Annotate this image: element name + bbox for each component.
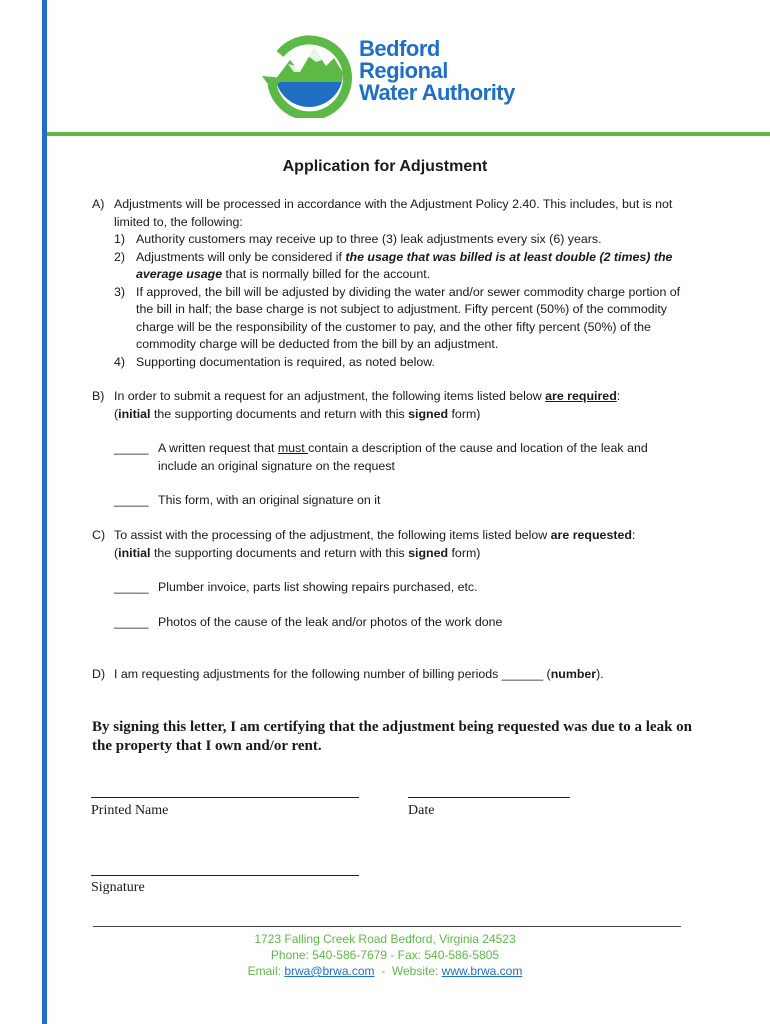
section-b-initial: initial	[118, 406, 151, 421]
footer-website-link[interactable]: www.brwa.com	[441, 964, 523, 978]
printed-name-line[interactable]	[91, 797, 359, 798]
section-b-line2-text: the supporting documents and return with this	[150, 406, 409, 421]
section-c-paren-close: form)	[448, 545, 481, 560]
initial-blank[interactable]: _____	[114, 441, 149, 455]
footer-email-label: Email:	[247, 964, 285, 978]
section-b-paren-open: (	[114, 406, 119, 421]
section-b-paren-close: form)	[448, 406, 481, 421]
date-line[interactable]	[408, 797, 570, 798]
initial-blank[interactable]: _____	[114, 580, 149, 594]
printed-name-label: Printed Name	[91, 803, 169, 818]
date-label: Date	[408, 803, 435, 818]
billing-periods-number: number	[550, 667, 597, 681]
a-item-2-post: that is normally billed for the account.	[222, 267, 431, 281]
section-b-line1-end: :	[616, 389, 621, 403]
section-c-check-1	[92, 579, 684, 597]
section-c-paren-open: (	[114, 545, 119, 560]
initial-blank[interactable]: _____	[114, 493, 149, 507]
a-item-3-marker: 3)	[114, 284, 126, 299]
a-item-1-marker: 1)	[114, 232, 126, 246]
b-check-1-pre: A written request that	[158, 441, 278, 455]
footer-website-label: - Website:	[374, 964, 442, 978]
b-check-1-post: contain a description of the cause and location of the leak and include an original signature on the request	[158, 441, 648, 473]
logo-line-1: Bedford	[359, 36, 440, 61]
b-check-1-must: must	[277, 441, 309, 455]
section-b-check-2	[92, 492, 684, 510]
footer-phone: Phone: 540-586-7679 - Fax: 540-586-5805	[270, 948, 500, 962]
footer-address: 1723 Falling Creek Road Bedford, Virginia 24523	[254, 932, 516, 946]
section-c-line1-text: To assist with the processing of the adjustment, the following items listed below	[114, 528, 551, 542]
section-b-required: are required	[545, 389, 617, 403]
section-a-intro: Adjustments will be processed in accordance with the Adjustment Policy 2.40. This includes, but is not limited to, the following:	[114, 197, 673, 229]
section-b-check-1	[92, 440, 684, 475]
section-c-requested: are requested	[550, 528, 632, 542]
section-c-check-2	[92, 614, 684, 632]
initial-blank[interactable]: _____	[114, 615, 149, 629]
a-item-4-text: Supporting documentation is required, as noted below.	[136, 354, 435, 369]
signature-label: Signature	[91, 880, 145, 895]
c-check-2-text: Photos of the cause of the leak and/or photos of the work done	[158, 615, 503, 629]
section-c-marker: C)	[92, 528, 106, 542]
section-c-initial: initial	[118, 545, 151, 560]
section-c-signed: signed	[408, 545, 449, 560]
logo-wordmark	[359, 38, 515, 104]
section-d-marker: D)	[92, 667, 106, 681]
brwa-logo-icon	[258, 26, 358, 118]
c-check-1-text: Plumber invoice, parts list showing repairs purchased, etc.	[158, 580, 478, 594]
certification-statement: By signing this letter, I am certifying that the adjustment being requested was due to a leak on the property that I own and/or rent.	[92, 719, 693, 754]
logo-line-2: Regional	[359, 58, 448, 83]
section-b-line1-text: In order to submit a request for an adjustment, the following items listed below	[114, 389, 546, 403]
section-b	[92, 388, 684, 423]
section-d	[92, 666, 684, 684]
logo-line-3: Water Authority	[359, 80, 515, 105]
header-divider	[47, 132, 770, 136]
a-item-4-marker: 4)	[114, 354, 126, 369]
billing-periods-end: ).	[596, 667, 604, 681]
section-b-marker: B)	[92, 389, 105, 403]
signature-line[interactable]	[91, 875, 359, 876]
section-a	[92, 196, 684, 371]
a-item-2-marker: 2)	[114, 249, 126, 264]
section-a-marker: A)	[92, 197, 105, 211]
footer-email-link[interactable]: brwa@brwa.com	[284, 964, 375, 978]
a-item-3-text: If approved, the bill will be adjusted by dividing the water and/or sewer commodity charge portion of the bill in half; the base charge is not subject to adjustment. Fifty percent (50%) of the commodity charge will be the responsibility of the customer to pay, and the other fifty percent (50%) of the commodity charge will be deducted from the bill by an adjustment.	[136, 284, 681, 351]
a-item-2-emphasis: the usage that was billed is at least double (2 times) the average usage	[136, 249, 673, 281]
footer-contact	[0, 963, 770, 979]
a-item-1-text: Authority customers may receive up to three (3) leak adjustments every six (6) years.	[136, 232, 602, 246]
section-c-line1-end: :	[631, 528, 636, 542]
a-item-2-pre: Adjustments will only be considered if	[136, 249, 346, 264]
section-b-signed: signed	[408, 406, 449, 421]
b-check-2-text: This form, with an original signature on it	[158, 493, 381, 507]
section-c-line2-text: the supporting documents and return with this	[150, 545, 409, 560]
billing-periods-text: I am requesting adjustments for the following number of billing periods ______ (	[114, 667, 551, 681]
brwa-logo	[258, 26, 518, 118]
page-title: Application for Adjustment	[282, 158, 488, 175]
section-c	[92, 527, 684, 562]
left-margin-rule	[42, 0, 47, 1024]
footer-divider	[93, 926, 681, 927]
